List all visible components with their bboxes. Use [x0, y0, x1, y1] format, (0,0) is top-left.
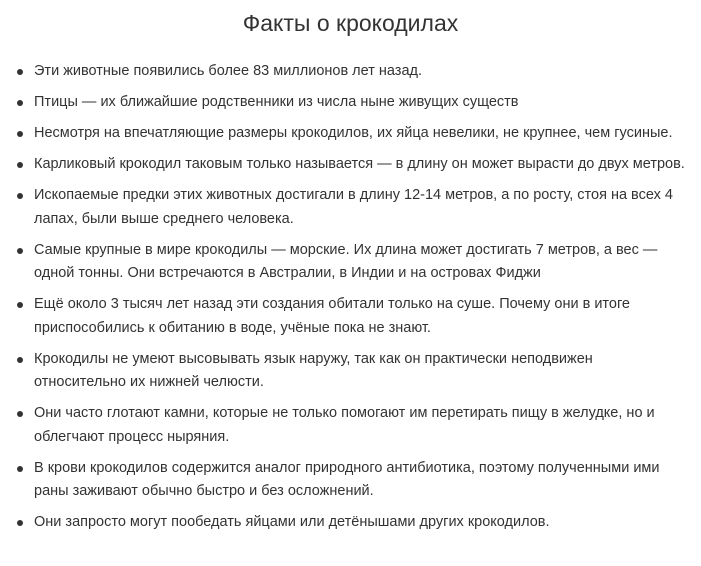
list-item	[14, 511, 687, 535]
fact-text: Эти животные появились более 83 миллионов лет назад.	[34, 63, 423, 79]
bullet-icon	[17, 520, 23, 526]
fact-text: Они запросто могут пообедать яйцами или детёнышами других крокодилов.	[34, 514, 550, 530]
fact-text: Ещё около 3 тысяч лет назад эти создания обитали только на суше. Почему они в итоге приспособились к обитанию в воде, учёные пока не знают.	[34, 296, 630, 336]
fact-text: Они часто глотают камни, которые не только помогают им перетирать пищу в желудке, но и облегчают процесс ныряния.	[34, 405, 655, 445]
list-item	[14, 402, 687, 449]
page-title: Факты о крокодилах	[242, 10, 459, 36]
bullet-icon	[17, 193, 23, 199]
list-item	[14, 122, 687, 146]
list-item	[14, 91, 687, 115]
facts-list	[14, 60, 687, 535]
bullet-icon	[17, 357, 23, 363]
bullet-icon	[17, 411, 23, 417]
fact-text: В крови крокодилов содержится аналог природного антибиотика, поэтому полученными ими раны заживают обычно быстро и без осложнений.	[34, 459, 660, 499]
list-item	[14, 457, 687, 504]
bullet-icon	[17, 302, 23, 308]
list-item	[14, 60, 687, 84]
list-item	[14, 239, 687, 286]
bullet-icon	[17, 69, 23, 75]
fact-text: Крокодилы не умеют высовывать язык наружу, так как он практически неподвижен относительно их нижней челюсти.	[34, 350, 593, 390]
fact-text: Ископаемые предки этих животных достигали в длину 12-14 метров, а по росту, стоя на всех 4 лапах, были выше среднего человека.	[34, 187, 673, 227]
list-item	[14, 184, 687, 231]
bullet-icon	[17, 162, 23, 168]
fact-text: Карликовый крокодил таковым только называется — в длину он может вырасти до двух метров.	[34, 156, 685, 172]
fact-text: Несмотря на впечатляющие размеры крокодилов, их яйца невелики, не крупнее, чем гусиные.	[34, 125, 673, 141]
bullet-icon	[17, 100, 23, 106]
bullet-icon	[17, 131, 23, 137]
bullet-icon	[17, 466, 23, 472]
bullet-icon	[17, 248, 23, 254]
list-item	[14, 293, 687, 340]
fact-text: Птицы — их ближайшие родственники из числа ныне живущих существ	[34, 94, 519, 110]
fact-text: Самые крупные в мире крокодилы — морские. Их длина может достигать 7 метров, а вес — одной тонны. Они встречаются в Австралии, в Индии и на островах Фиджи	[34, 241, 658, 281]
list-item	[14, 348, 687, 395]
list-item	[14, 153, 687, 177]
